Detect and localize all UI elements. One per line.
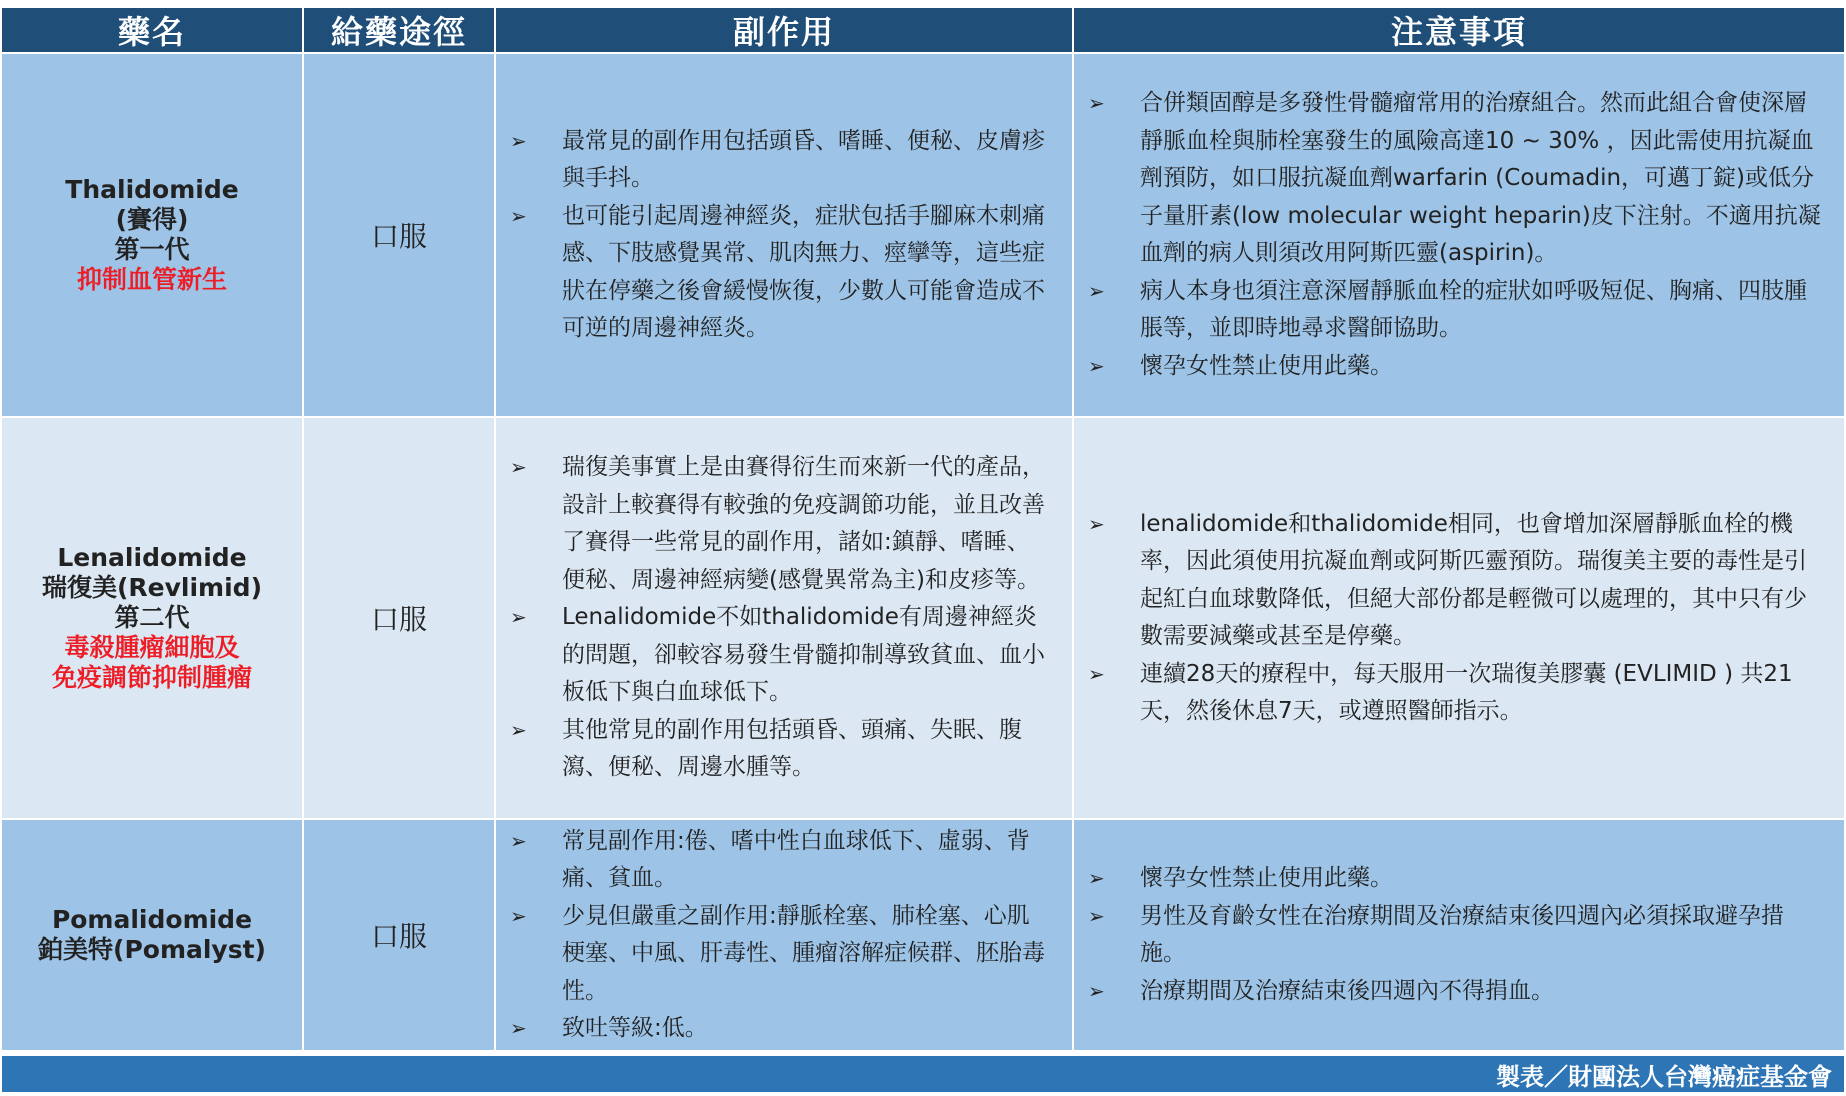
- arrowhead-bullet-icon: ➢: [510, 128, 527, 153]
- route-cell: 口服: [304, 418, 496, 820]
- arrowhead-bullet-icon: ➢: [1088, 903, 1105, 928]
- list-item: ➢ lenalidomide和thalidomide相同，也會增加深層靜脈血栓的機率，因此須使用抗凝血劑或阿斯匹靈預防。瑞復美主要的毒性是引起紅白血球數降低，但絕大部份都是輕微可以處理的，其中只有少數需要減藥或甚至是停藥。: [1088, 506, 1824, 656]
- list-item: ➢ 病人本身也須注意深層靜脈血栓的症狀如呼吸短促、胸痛、四肢腫脹等，並即時地尋求醫師協助。: [1088, 273, 1824, 348]
- drug-name-line: (賽得): [115, 205, 189, 234]
- table-row: [2, 418, 1844, 820]
- arrowhead-bullet-icon: ➢: [1088, 91, 1105, 115]
- list-item: ➢ 懷孕女性禁止使用此藥。: [1088, 860, 1824, 898]
- arrowhead-bullet-icon: ➢: [510, 455, 527, 480]
- arrowhead-bullet-icon: ➢: [510, 203, 527, 228]
- drug-mechanism: 毒殺腫瘤細胞及: [64, 633, 240, 662]
- list-item: ➢ Lenalidomide不如thalidomide有周邊神經炎的問題，卻較容易發生骨髓抑制導致貧血、血小板低下與白血球低下。: [510, 599, 1052, 712]
- arrowhead-bullet-icon: ➢: [1088, 866, 1105, 890]
- source-credit: 製表／財團法人台灣癌症基金會: [2, 1056, 1844, 1092]
- drug-name-line: 鉑美特(Pomalyst): [38, 935, 266, 964]
- header-drug-name: 藥名: [2, 8, 304, 54]
- list-item: ➢ 最常見的副作用包括頭昏、嗜睡、便秘、皮膚疹與手抖。: [510, 123, 1052, 198]
- table-row: [2, 820, 1844, 1052]
- list-item: ➢ 治療期間及治療結束後四週內不得捐血。: [1088, 973, 1824, 1011]
- drug-generation: 第一代: [114, 235, 190, 264]
- header-route: 給藥途徑: [304, 8, 496, 54]
- notes-cell: [1074, 418, 1844, 820]
- list-item: ➢ 瑞復美事實上是由賽得衍生而來新一代的產品，設計上較賽得有較強的免疫調節功能，並且改善了賽得一些常見的副作用，諸如:鎮靜、嗜睡、便秘、周邊神經病變(感覺異常為主)和皮疹等。: [510, 449, 1052, 599]
- drug-table: [2, 8, 1844, 1052]
- arrowhead-bullet-icon: ➢: [510, 1016, 527, 1040]
- list-item: ➢ 其他常見的副作用包括頭昏、頭痛、失眠、腹瀉、便秘、周邊水腫等。: [510, 712, 1052, 787]
- list-item: ➢ 合併類固醇是多發性骨髓瘤常用的治療組合。然而此組合會使深層靜脈血栓與肺栓塞發生的風險高達10 ~ 30% ，因此需使用抗凝血劑預防，如口服抗凝血劑warfarin (Coumadin，可邁丁錠)或低分子量肝素(low molecular weight heparin)皮下注射。不適用抗凝血劑的病人則須改用阿斯匹靈(aspirin)。: [1088, 85, 1824, 273]
- drug-name-line: 瑞復美(Revlimid): [41, 573, 262, 602]
- list-item: ➢ 也可能引起周邊神經炎，症狀包括手腳麻木刺痛感、下肢感覺異常、肌肉無力、痙攣等，這些症狀在停藥之後會緩慢恢復，少數人可能會造成不可逆的周邊神經炎。: [510, 198, 1052, 348]
- table-row: [2, 54, 1844, 418]
- route-cell: 口服: [304, 820, 496, 1052]
- route-cell: 口服: [304, 54, 496, 418]
- drug-name-cell: [2, 54, 304, 418]
- drug-name-line: Pomalidomide: [51, 905, 253, 934]
- list-item: ➢ 懷孕女性禁止使用此藥。: [1088, 348, 1824, 386]
- drug-generation: 第二代: [114, 603, 190, 632]
- arrowhead-bullet-icon: ➢: [1088, 511, 1105, 536]
- list-item: ➢ 致吐等級:低。: [510, 1010, 1052, 1048]
- notes-cell: [1074, 820, 1844, 1052]
- arrowhead-bullet-icon: ➢: [1088, 353, 1105, 378]
- drug-name-line: Lenalidomide: [57, 543, 247, 572]
- side-effects-cell: [496, 54, 1074, 418]
- arrowhead-bullet-icon: ➢: [510, 828, 527, 853]
- side-effects-cell: [496, 820, 1074, 1052]
- side-effects-cell: [496, 418, 1074, 820]
- arrowhead-bullet-icon: ➢: [510, 717, 527, 742]
- drug-name-cell: [2, 820, 304, 1052]
- list-item: ➢ 連續28天的療程中，每天服用一次瑞復美膠囊 (EVLIMID ) 共21天，然後休息7天，或遵照醫師指示。: [1088, 656, 1824, 731]
- list-item: ➢ 少見但嚴重之副作用:靜脈栓塞、肺栓塞、心肌梗塞、中風、肝毒性、腫瘤溶解症候群、胚胎毒性。: [510, 898, 1052, 1011]
- arrowhead-bullet-icon: ➢: [1088, 661, 1105, 686]
- notes-cell: [1074, 54, 1844, 418]
- header-notes: 注意事項: [1074, 8, 1844, 54]
- list-item: ➢ 常見副作用:倦、嗜中性白血球低下、虛弱、背痛、貧血。: [510, 823, 1052, 898]
- drug-name-line: Thalidomide: [65, 175, 239, 204]
- arrowhead-bullet-icon: ➢: [510, 605, 527, 630]
- drug-name-cell: [2, 418, 304, 820]
- list-item: ➢ 男性及育齡女性在治療期間及治療結束後四週內必須採取避孕措施。: [1088, 898, 1824, 973]
- drug-mechanism: 免疫調節抑制腫瘤: [51, 663, 252, 692]
- header-side-effects: 副作用: [496, 8, 1074, 54]
- table-header: [2, 8, 1844, 54]
- drug-mechanism: 抑制血管新生: [76, 265, 227, 294]
- arrowhead-bullet-icon: ➢: [510, 903, 527, 928]
- arrowhead-bullet-icon: ➢: [1088, 978, 1105, 1003]
- arrowhead-bullet-icon: ➢: [1088, 278, 1105, 303]
